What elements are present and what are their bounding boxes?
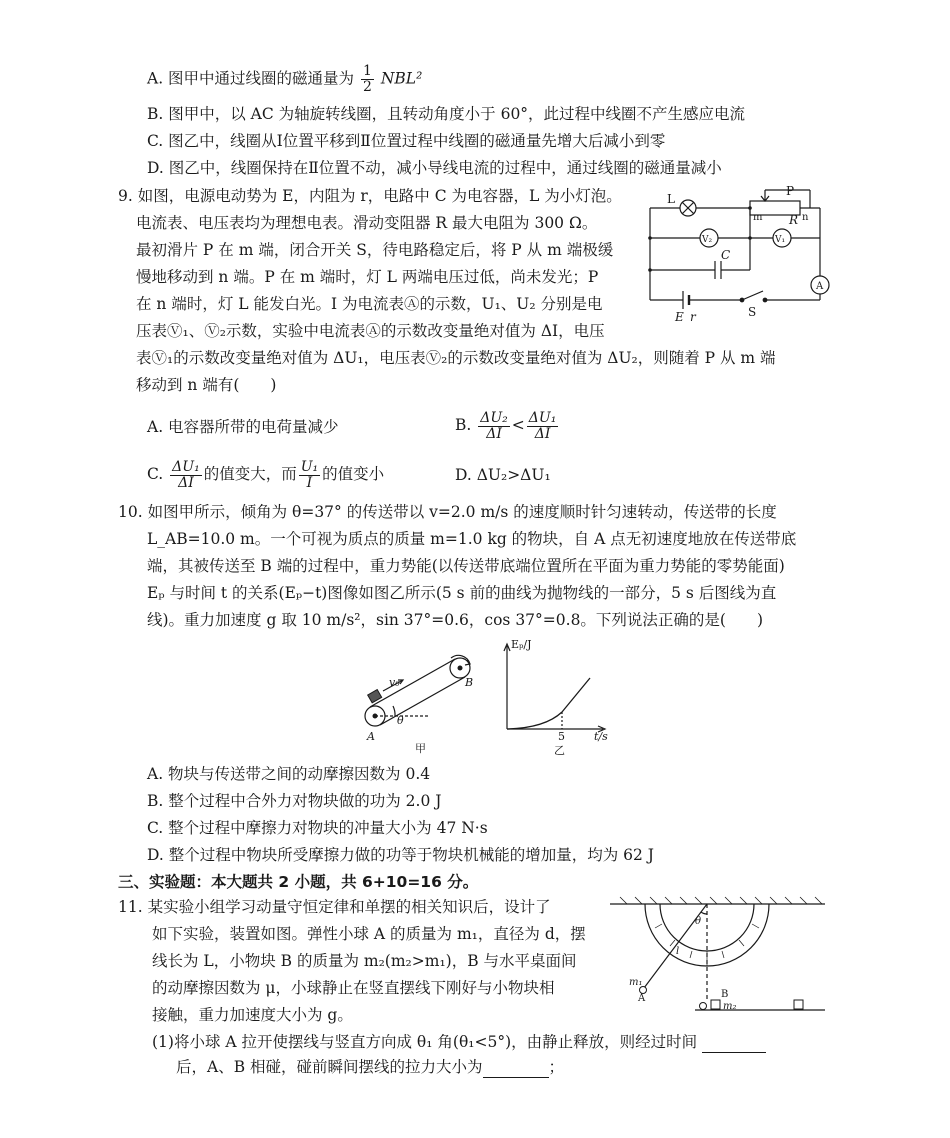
q9-option-c-prefix: C. — [147, 465, 164, 483]
q10-figure-jia-conveyor — [355, 648, 495, 758]
q11-stem-line-2: 如下实验，装置如图。弹性小球 A 的质量为 m₁，直径为 d，摆 — [152, 925, 586, 943]
fraction-numerator: ΔU₂ — [480, 409, 508, 426]
fraction-denominator: ΔI — [486, 425, 502, 442]
q11-stem-line-5: 接触，重力加速度大小为 g。 — [152, 1006, 353, 1024]
q9-option-b-fraction-2 — [527, 411, 559, 442]
yi-caption: 乙 — [554, 744, 565, 757]
q9-option-c-end: 的值变小 — [322, 465, 385, 483]
q9-option-a: A. 电容器所带的电荷量减少 — [147, 418, 339, 436]
jia-label-v0: v₀ — [389, 676, 400, 689]
q8-option-a-fraction — [361, 64, 374, 95]
q10-stem-line-3: 端，其被传送至 B 端的过程中，重力势能(以传送带底端位置所在平面为重力势能的零势能面) — [147, 557, 785, 575]
circuit-label-n: n — [802, 212, 809, 223]
fraction-denominator: ΔI — [534, 425, 551, 442]
q9-option-c-fraction-1 — [170, 460, 202, 491]
yi-tick-5: 5 — [558, 730, 565, 743]
circuit-label-E: E — [675, 310, 684, 324]
q9-option-b-prefix: B. — [455, 416, 472, 434]
q9-stem-line-2: 电流表、电压表均为理想电表。滑动变阻器 R 最大电阻为 300 Ω。 — [136, 214, 598, 232]
q10-option-d: D. 整个过程中物块所受摩擦力做的功等于物块机械能的增加量，均为 62 J — [147, 846, 655, 864]
q11-answer-blank-time[interactable] — [702, 1052, 766, 1053]
q8-option-c: C. 图乙中，线圈从Ⅰ位置平移到Ⅱ位置过程中线圈的磁通量先增大后减小到零 — [147, 132, 666, 150]
q9-option-b-operator: < — [511, 416, 525, 434]
q9-stem-line-5: 在 n 端时，灯 L 能发白光。I 为电流表Ⓐ的示数，U₁、U₂ 分别是电 — [136, 295, 603, 313]
circuit-label-C: C — [721, 248, 731, 262]
q10-figure-yi-graph — [495, 636, 615, 761]
q10-stem-line-1: 10. 如图甲所示，倾角为 θ=37° 的传送带以 v=2.0 m/s 的速度顺时针匀速转动，传送带的长度 — [118, 503, 777, 521]
q11-sub1-line-1 — [152, 1031, 766, 1053]
q11-sub1-end: ； — [548, 1058, 565, 1076]
q9-stem-line-6: 压表Ⓥ₁、Ⓥ₂示数，实验中电流表Ⓐ的示数改变量绝对值为 ΔI，电压 — [136, 322, 605, 340]
section-3-title: 三、实验题：本大题共 2 小题，共 6+10=16 分。 — [118, 873, 479, 891]
q11-pendulum-apparatus — [610, 892, 825, 1017]
q8-option-b: B. 图甲中，以 AC 为轴旋转线圈，且转动角度小于 60°，此过程中线圈不产生感应电流 — [147, 105, 746, 123]
q9-stem-line-3: 最初滑片 P 在 m 端，闭合开关 S，待电路稳定后，将 P 从 m 端极缓 — [136, 241, 614, 259]
q9-stem-line-8: 移动到 n 端有( ) — [136, 376, 277, 394]
fraction-numerator: U₁ — [300, 458, 319, 475]
q10-option-a: A. 物块与传送带之间的动摩擦因数为 0.4 — [147, 765, 431, 783]
fraction-numerator: 1 — [363, 63, 372, 79]
q11-label-theta: θ — [695, 916, 702, 927]
q10-option-b: B. 整个过程中合外力对物块做的功为 2.0 J — [147, 792, 442, 810]
q11-label-l: l — [676, 946, 680, 957]
q8-option-d: D. 图乙中，线圈保持在Ⅱ位置不动，减小导线电流的过程中，通过线圈的磁通量减小 — [147, 159, 722, 177]
circuit-label-A: A — [816, 281, 824, 292]
q11-label-m2: m₂ — [723, 1001, 737, 1012]
circuit-label-V2: V₂ — [702, 235, 713, 245]
fraction-denominator: 2 — [363, 79, 372, 95]
q9-option-c-fraction-2 — [299, 460, 320, 491]
q8-option-a-prefix: A. 图甲中通过线圈的磁通量为 — [147, 69, 355, 88]
q9-stem-line-4: 慢地移动到 n 端。P 在 m 端时，灯 L 两端电压过低，尚未发光；P — [136, 268, 599, 286]
q9-circuit-diagram — [645, 183, 825, 323]
q11-label-B: B — [721, 989, 729, 1000]
q11-label-m1: m₁ — [629, 977, 643, 988]
jia-label-B: B — [465, 676, 474, 689]
q9-option-b — [455, 405, 560, 445]
q11-sub1-text-a: (1)将小球 A 拉开使摆线与竖直方向成 θ₁ 角(θ₁<5°)，由静止释放，则经过时间 — [152, 1033, 698, 1051]
q11-label-A: A — [638, 993, 646, 1004]
q11-sub1-text-b: 后，A、B 相碰，碰前瞬间摆线的拉力大小为 — [176, 1058, 483, 1076]
q10-stem-line-2: L_AB=10.0 m。一个可视为质点的质量 m=1.0 kg 的物块，自 A 点无初速度地放在传送带底 — [147, 530, 797, 548]
fraction-numerator: ΔU₁ — [528, 409, 557, 426]
circuit-label-m: m — [753, 212, 763, 223]
q9-stem-line-1: 9. 如图，电源电动势为 E，内阻为 r，电路中 C 为电容器，L 为小灯泡。 — [118, 187, 622, 205]
circuit-label-R: R — [789, 213, 799, 227]
yi-y-axis-label: Eₚ/J — [511, 638, 532, 651]
yi-x-axis-label: t/s — [594, 730, 608, 743]
q10-stem-line-4: Eₚ 与时间 t 的关系(Eₚ−t)图像如图乙所示(5 s 前的曲线为抛物线的一部分，5 s 后图线为直 — [147, 584, 777, 602]
q9-option-b-fraction-1 — [478, 411, 510, 442]
circuit-label-P: P — [786, 184, 795, 198]
circuit-label-L: L — [667, 192, 675, 206]
jia-caption: 甲 — [415, 742, 426, 755]
circuit-label-S: S — [748, 305, 757, 319]
q8-option-a — [147, 64, 422, 95]
q8-option-a-suffix: NBL² — [380, 69, 423, 88]
q11-stem-line-4: 的动摩擦因数为 μ，小球静止在竖直摆线下刚好与小物块相 — [152, 979, 555, 997]
q10-option-c: C. 整个过程中摩擦力对物块的冲量大小为 47 N·s — [147, 819, 488, 837]
jia-label-theta: θ — [397, 714, 404, 727]
q10-stem-line-5: 线)。重力加速度 g 取 10 m/s²，sin 37°=0.6，cos 37°=0.8。下列说法正确的是( ) — [147, 611, 764, 629]
q11-sub1-line-2 — [176, 1056, 564, 1078]
q11-stem-line-3: 线长为 L，小物块 B 的质量为 m₂(m₂>m₁)，B 与水平桌面间 — [152, 952, 577, 970]
circuit-label-V1: V₁ — [775, 235, 786, 245]
fraction-numerator: ΔU₁ — [172, 458, 200, 475]
q9-option-c — [147, 454, 384, 494]
fraction-denominator: I — [306, 474, 313, 491]
circuit-label-r: r — [690, 310, 696, 324]
q11-answer-blank-tension[interactable] — [483, 1077, 549, 1078]
q9-option-c-middle: 的值变大，而 — [203, 465, 297, 483]
q9-option-d: D. ΔU₂>ΔU₁ — [455, 466, 551, 484]
q11-stem-line-1: 11. 某实验小组学习动量守恒定律和单摆的相关知识后，设计了 — [118, 898, 551, 916]
fraction-denominator: ΔI — [178, 474, 194, 491]
q9-stem-line-7: 表Ⓥ₁的示数改变量绝对值为 ΔU₁，电压表Ⓥ₂的示数改变量绝对值为 ΔU₂，则随着 P 从 m 端 — [136, 349, 776, 367]
jia-label-A: A — [367, 730, 375, 743]
